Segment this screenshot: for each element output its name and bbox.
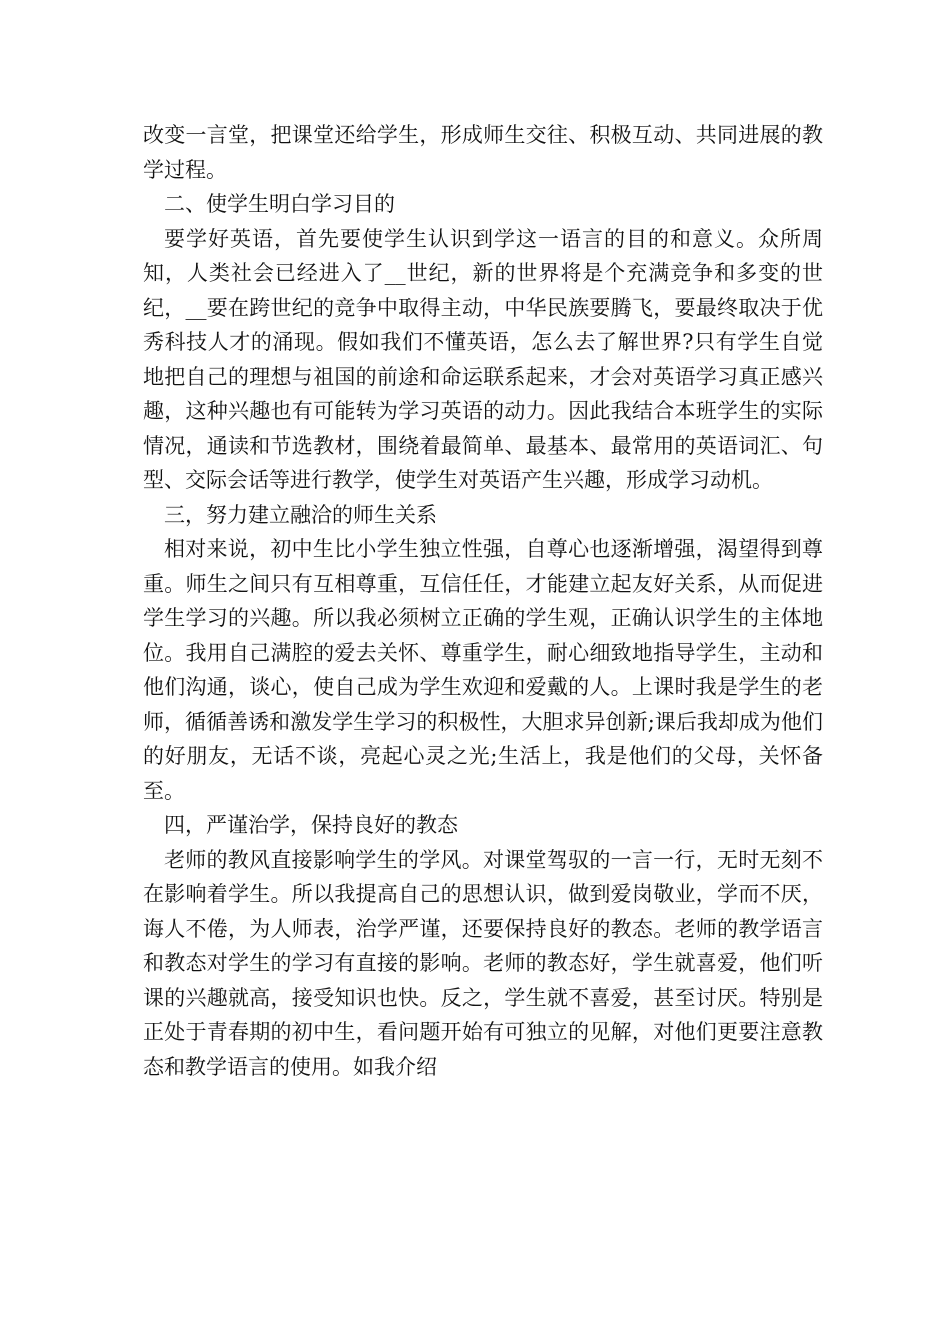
- paragraph-teacher-student-relationship: 相对来说，初中生比小学生独立性强，自尊心也逐渐增强，渴望得到尊重。师生之间只有互相尊重，互信任任，才能建立起友好关系，从而促进学生学习的兴趣。所以我必须树立正确的学生观，正确认识学生的主体地位。我用自己满腔的爱去关怀、尊重学生，耐心细致地指导学生，主动和他们沟通，谈心，使自己成为学生欢迎和爱戴的人。上课时我是学生的老师，循循善诱和激发学生学习的积极性，大胆求异创新;课后我却成为他们的好朋友，无话不谈，亮起心灵之光;生活上，我是他们的父母，关怀备至。: [143, 537, 823, 803]
- section-heading-2: 二、使学生明白学习目的: [164, 192, 395, 216]
- section-heading-4: 四，严谨治学，保持良好的教态: [164, 813, 458, 837]
- document-body: [143, 118, 823, 1084]
- paragraph-teaching-manner: 老师的教风直接影响学生的学风。对课堂驾驭的一言一行，无时无刻不在影响着学生。所以我提高自己的思想认识，做到爱岗敬业，学而不厌，诲人不倦，为人师表，治学严谨，还要保持良好的教态。老师的教学语言和教态对学生的学习有直接的影响。老师的教态好，学生就喜爱，他们听课的兴趣就高，接受知识也快。反之，学生就不喜爱，甚至讨厌。特别是正处于青春期的初中生，看问题开始有可独立的见解，对他们更要注意教态和教学语言的使用。如我介绍: [143, 847, 823, 1079]
- paragraph-continued: 改变一言堂，把课堂还给学生，形成师生交往、积极互动、共同进展的教学过程。: [143, 123, 823, 182]
- section-heading-3: 三，努力建立融洽的师生关系: [164, 502, 437, 527]
- paragraph-learning-purpose: 要学好英语，首先要使学生认识到学这一语言的目的和意义。众所周知，人类社会已经进入了__世纪，新的世界将是个充满竞争和多变的世纪，__要在跨世纪的竞争中取得主动，中华民族要腾飞，要最终取决于优秀科技人才的涌现。假如我们不懂英语，怎么去了解世界?只有学生自觉地把自己的理想与祖国的前途和命运联系起来，才会对英语学习真正感兴趣，这种兴趣也有可能转为学习英语的动力。因此我结合本班学生的实际情况，通读和节选教材，围绕着最简单、最基本、最常用的英语词汇、句型、交际会话等进行教学，使学生对英语产生兴趣，形成学习动机。: [143, 226, 823, 492]
